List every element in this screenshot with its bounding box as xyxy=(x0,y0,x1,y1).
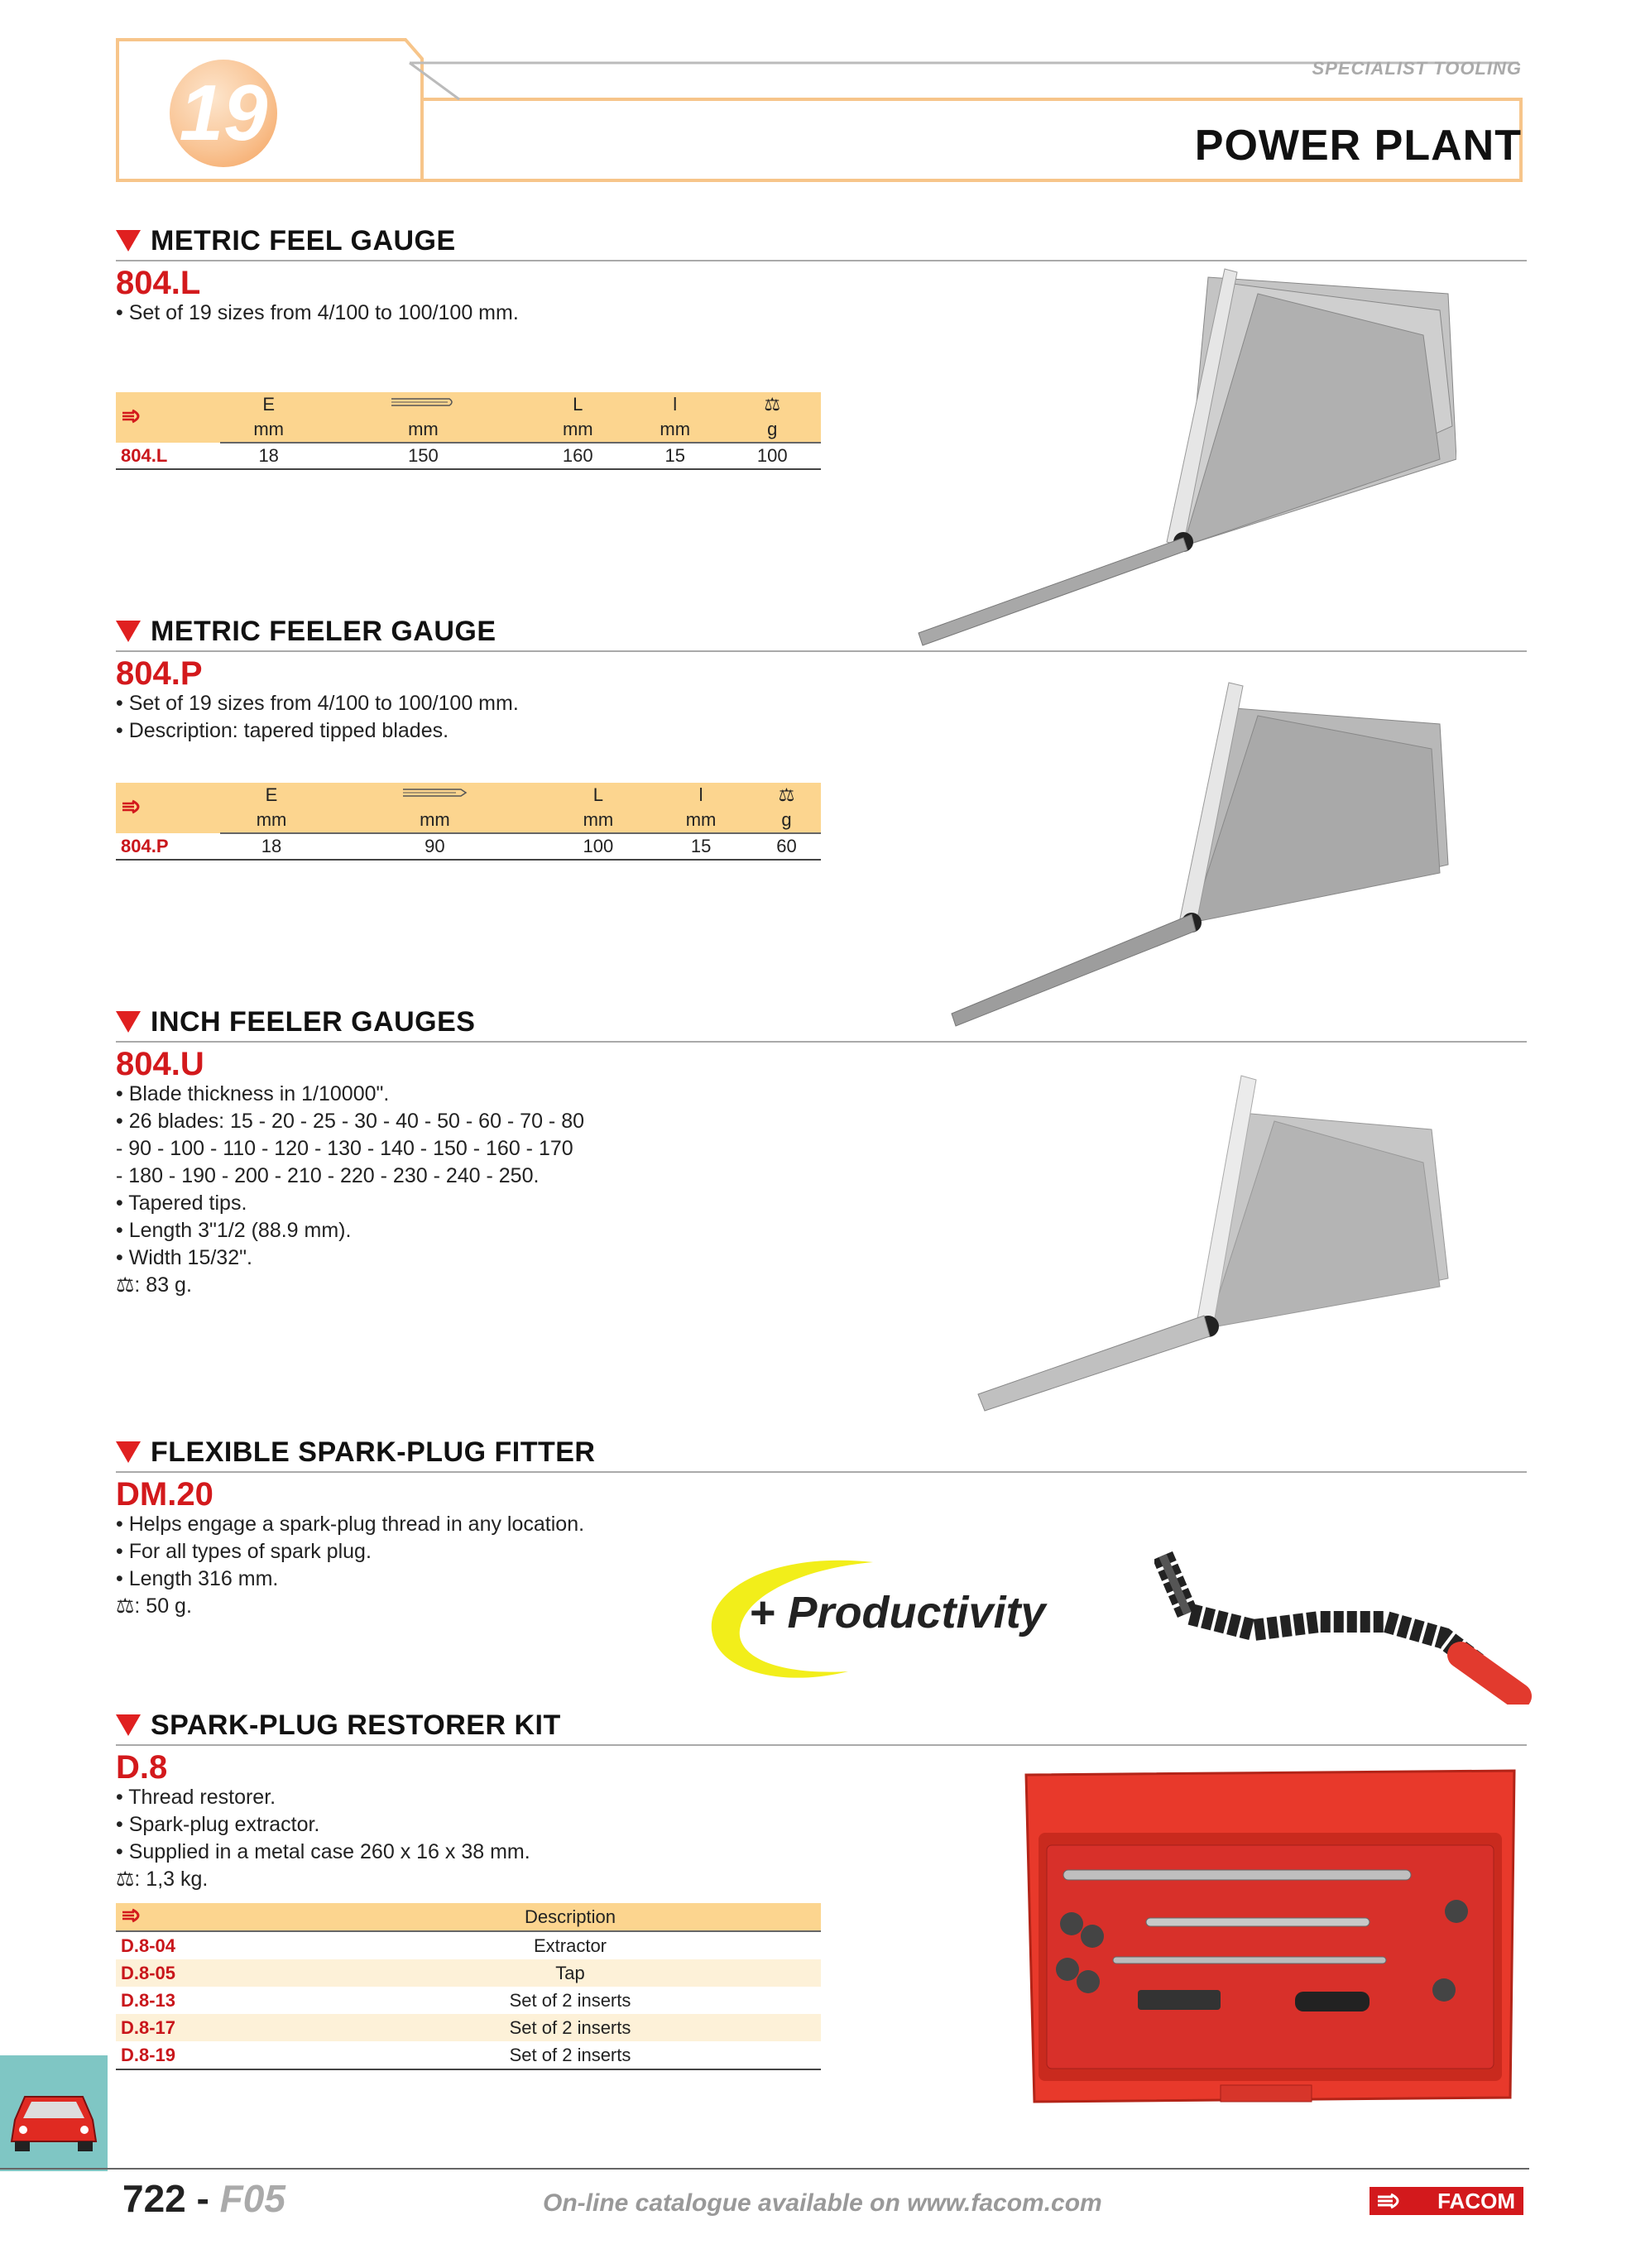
page-number: 722 - F05 xyxy=(122,2177,285,2220)
spec-table-804L xyxy=(116,392,821,470)
weight-icon: ⚖ xyxy=(723,392,821,417)
bullet-line: • Supplied in a metal case 260 x 16 x 38 mm. xyxy=(116,1840,530,1863)
section-title-inch-feeler-gauges: INCH FEELER GAUGES xyxy=(116,1006,475,1038)
metric-feeler-gauge-image xyxy=(943,674,1456,1038)
catalogue-url-text: On-line catalogue available on www.facom.com xyxy=(543,2189,1102,2217)
bullet-line: • Helps engage a spark-plug thread in any location. xyxy=(116,1513,585,1536)
bullet-line: • Blade thickness in 1/10000". xyxy=(116,1082,390,1105)
section-divider xyxy=(116,650,1527,652)
bullet-line: - 180 - 190 - 200 - 210 - 220 - 230 - 240 - 250. xyxy=(116,1164,540,1187)
metric-feel-gauge-image xyxy=(910,261,1456,658)
bullet-line: • Description: tapered tipped blades. xyxy=(116,719,449,742)
car-icon xyxy=(0,2055,108,2171)
facom-logo: FACOM xyxy=(1370,2187,1523,2215)
product-bullets xyxy=(116,300,519,327)
blade-icon xyxy=(323,783,547,808)
bullet-line: • For all types of spark plug. xyxy=(116,1540,372,1563)
bullet-line: • Length 316 mm. xyxy=(116,1567,279,1590)
section-marker-icon xyxy=(116,230,141,252)
table-row: D.8-13 Set of 2 inserts xyxy=(121,1989,631,2011)
section-title-flexible-spark-plug-fitter: FLEXIBLE SPARK-PLUG FITTER xyxy=(116,1436,595,1469)
chapter-number-badge: 19 xyxy=(170,60,277,167)
weight-icon: ⚖ xyxy=(752,783,821,808)
section-marker-icon xyxy=(116,1441,141,1463)
bullet-line: ⚖: 83 g. xyxy=(116,1273,192,1297)
unit: g xyxy=(723,417,821,443)
unit: g xyxy=(752,808,821,833)
product-bullets xyxy=(116,1784,530,1893)
product-code: DM.20 xyxy=(116,1476,213,1513)
unit: mm xyxy=(323,808,547,833)
table-row: 804.L 18 150 160 15 100 xyxy=(116,443,821,469)
unit: mm xyxy=(626,417,723,443)
product-code: 804.L xyxy=(116,265,201,301)
col-header-e: E xyxy=(220,392,317,417)
bullet-line: - 90 - 100 - 110 - 120 - 130 - 140 - 150 - 160 - 170 xyxy=(116,1137,573,1160)
category-label: SPECIALIST TOOLING xyxy=(1312,58,1522,79)
table-row: D.8-17 Set of 2 inserts xyxy=(116,2014,821,2041)
section-title-metric-feel-gauge: METRIC FEEL GAUGE xyxy=(116,225,456,257)
spark-plug-fitter-image xyxy=(1154,1539,1535,1705)
product-bullets xyxy=(116,690,519,745)
table-row: 804.P 18 90 100 15 60 xyxy=(116,833,821,860)
ref-arrow-icon xyxy=(116,392,220,443)
section-title-spark-plug-restorer-kit: SPARK-PLUG RESTORER KIT xyxy=(116,1709,561,1742)
col-header-l: L xyxy=(530,392,627,417)
section-title-metric-feeler-gauge: METRIC FEELER GAUGE xyxy=(116,616,496,648)
table-row: D.8-04 Extractor xyxy=(121,1935,607,1956)
unit: mm xyxy=(220,417,317,443)
bullet-line: • Set of 19 sizes from 4/100 to 100/100 mm. xyxy=(116,692,519,715)
section-divider xyxy=(116,1744,1527,1746)
bullet-line: ⚖: 1,3 kg. xyxy=(116,1868,209,1891)
footer-divider xyxy=(0,2168,1529,2170)
page-section-code: F05 xyxy=(219,2177,285,2220)
product-code: 804.P xyxy=(116,655,203,692)
product-bullets xyxy=(116,1511,584,1620)
kit-contents-table xyxy=(116,1903,821,2070)
ref-arrow-icon xyxy=(116,1903,319,1931)
bullet-line: ⚖: 50 g. xyxy=(116,1594,192,1618)
blade-icon xyxy=(317,392,529,417)
spec-table-804P xyxy=(116,783,821,861)
col-header-description: Description xyxy=(319,1903,821,1931)
inch-feeler-gauge-image xyxy=(968,1063,1465,1436)
chapter-side-tab xyxy=(0,2055,108,2171)
unit: mm xyxy=(547,808,650,833)
table-row: D.8-19 Set of 2 inserts xyxy=(116,2041,821,2069)
section-marker-icon xyxy=(116,1714,141,1736)
section-marker-icon xyxy=(116,1011,141,1033)
col-header-width: l xyxy=(650,783,752,808)
bullet-line: • Thread restorer. xyxy=(116,1786,276,1809)
col-header-e: E xyxy=(220,783,323,808)
bullet-line: • Length 3"1/2 (88.9 mm). xyxy=(116,1219,352,1242)
section-divider xyxy=(116,1041,1527,1043)
product-code: D.8 xyxy=(116,1749,168,1786)
bullet-line: • Width 15/32". xyxy=(116,1246,252,1269)
logo-arrow-icon xyxy=(1376,2193,1406,2209)
restorer-kit-case-image xyxy=(1022,1767,1518,2114)
unit: mm xyxy=(220,808,323,833)
section-divider xyxy=(116,1471,1527,1473)
table-row: D.8-05 Tap xyxy=(116,1959,821,1987)
ref-arrow-icon xyxy=(116,783,220,833)
productivity-badge: + Productivity xyxy=(749,1588,1046,1637)
unit: mm xyxy=(530,417,627,443)
bullet-line: • 26 blades: 15 - 20 - 25 - 30 - 40 - 50 - 60 - 70 - 80 xyxy=(116,1110,585,1133)
section-marker-icon xyxy=(116,621,141,642)
product-bullets xyxy=(116,1081,584,1299)
bullet-line: • Set of 19 sizes from 4/100 to 100/100 mm. xyxy=(116,301,519,324)
product-code: 804.U xyxy=(116,1046,204,1082)
page-title: POWER PLANT xyxy=(1194,122,1522,170)
col-header-width: l xyxy=(626,392,723,417)
unit: mm xyxy=(317,417,529,443)
bullet-line: • Tapered tips. xyxy=(116,1192,247,1215)
unit: mm xyxy=(650,808,752,833)
bullet-line: • Spark-plug extractor. xyxy=(116,1813,320,1836)
col-header-l: L xyxy=(547,783,650,808)
